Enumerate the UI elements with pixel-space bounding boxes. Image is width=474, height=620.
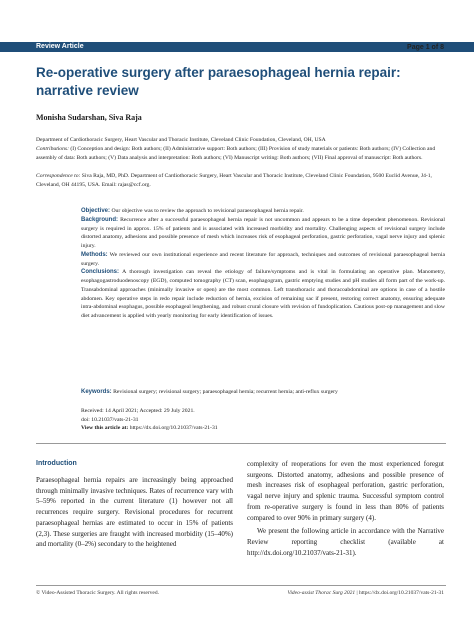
correspondence-text: Siva Raja, MD, PhD. Department of Cardiothoracic Surgery, Heart Vascular and Thoracic Institute, Cleveland Clinic Foundation, 9500 Euclid Avenue, J4-1, Cleveland, OH 44195, USA. Email: rajas@ccf.org. [36, 173, 432, 188]
contributions-text: (I) Conception and design: Both authors; (II) Administrative support: Both authors; (III) Provision of study materials or patients: Both authors; (IV) Collection and assembly of data: Both authors; (V) Data analysis and interpretation: Both authors; (VI) Manuscript writing: Both authors; (VII) Final approval of manuscript: Both authors. [36, 146, 436, 161]
footer-citation [287, 590, 444, 596]
intro-heading: Introduction [36, 460, 77, 467]
methods-label: Methods: [81, 251, 108, 258]
article-title: Re-operative surgery after paraesophageal hernia repair: narrative review [36, 65, 401, 98]
received-accepted: Received: 14 April 2021; Accepted: 29 July 2021. [81, 408, 195, 414]
abstract-methods [81, 251, 445, 269]
intro-paragraph-2: We present the following article in accordance with the Narrative Review reporting checklist (available at http://dx.doi.org/10.21037/vats-21-31). [247, 527, 444, 557]
background-text: Recurrence after a successful paraesophageal hernia repair is not uncommon and appears to be a time dependent phenomenon. Revisional surgery is required in approx. 15% of patients and is associated with increased morbidity and mortality. Challenging aspects of revisional surgery include distorted anatomy, adhesions and possible presence of mesh which increases risk of esophageal perforation, gastric perforation, vagal nerve injury and splenic injury. [81, 216, 446, 249]
footer-url[interactable]: | https://dx.doi.org/10.21037/vats-21-31 [356, 590, 444, 596]
background-label: Background: [81, 216, 119, 223]
doi: doi: 10.21037/vats-21-31 [81, 416, 139, 423]
conclusions-label: Conclusions: [81, 269, 120, 276]
view-article-line [81, 424, 218, 433]
intro-paragraph-1: Paraesophageal hernia repairs are increasingly being approached through minimally invasive techniques. Rates of recurrence vary with 5–59% reported in the current literature (1) however not all recurrences require surgery. Revisional procedures for recurrent paraesophageal hernias are estimated to occur in 15% of patients (2,3). These surgeries are fraught with increased morbidity (15–40%) and mortality (0–2%) secondary to the heightened [36, 476, 233, 549]
contributions [36, 145, 450, 162]
keywords [81, 388, 445, 397]
conclusions-text: A thorough investigation can reveal the etiology of failure/symptoms and is vital in formulating an operative plan. Manometry, esophagogastroduodenoscopy (EGD), computed tomography (CT) scan, esophagogram, gastric emptying studies and pH studies all form part of the work-up. Transabdominal approaches (minimally invasive or open) are the most common. Left transthoracic and thoracoabdominal are options in case of a hostile abdomen. Key operative steps in redo repair include reduction of hernia, excision of remaining sac if present, restoring correct anatomy, ensuring adequate intra-abdominal esophagus, possible esophageal lengthening, and robust crural closure with revision of fundoplication. Cautious post-op management and slow diet advancement is applied with yearly monitoring for early identification of issues. [81, 269, 445, 319]
keywords-text: Revisional surgery; revisional surgery; paraesophageal hernia; recurrent hernia; anti-reflux surgery [113, 389, 338, 395]
methods-text: We reviewed our own institutional experience and recent literature for approach, techniques and outcomes of revisional paraesophageal hernia surgery. [81, 251, 445, 267]
footer-divider [36, 585, 446, 586]
footer-copyright: © Video-Assisted Thoracic Surgery. All rights reserved. [36, 590, 159, 596]
objective-text: Our objective was to review the approach to revisional paraesophageal hernia repair. [111, 208, 304, 214]
abstract [81, 207, 445, 321]
keywords-label: Keywords: [81, 389, 112, 395]
correspondence [36, 172, 450, 189]
objective-label: Objective: [81, 208, 111, 214]
contributions-label: Contributions: [36, 146, 69, 152]
abstract-background [81, 216, 445, 251]
abstract-conclusions [81, 268, 445, 321]
article-type-label: Review Article [36, 43, 84, 50]
footer-journal: Video-assist Thorac Surg 2021 [287, 590, 356, 596]
view-article-link[interactable]: https://dx.doi.org/10.21037/vats-21-31 [129, 425, 218, 432]
correspondence-label: Correspondence to: [36, 173, 81, 179]
author-list: Monisha Sudarshan, Siva Raja [36, 113, 142, 122]
page-number: Page 1 of 8 [407, 44, 444, 51]
intro-paragraph-1-cont: complexity of reoperations for even the most experienced foregut surgeons. Distorted anatomy, adhesions and possible presence of mesh increases risk of esophageal perforation, gastric perforation, vagal nerve injury and splenic trauma. Successful symptom control from re-operative surgery is found in less than 80% of patients compared to over 90% in primary surgery (4). [247, 460, 444, 522]
abstract-objective [81, 207, 445, 216]
intro-right-column [247, 459, 444, 558]
article-dates [81, 407, 218, 433]
intro-left-column [36, 475, 233, 550]
section-divider [36, 443, 446, 444]
view-article-label: View this article at: [81, 425, 129, 432]
affiliation: Department of Cardiothoracic Surgery, Heart Vascular and Thoracic Institute, Cleveland Clinic Foundation, Cleveland, OH, USA [36, 137, 326, 143]
